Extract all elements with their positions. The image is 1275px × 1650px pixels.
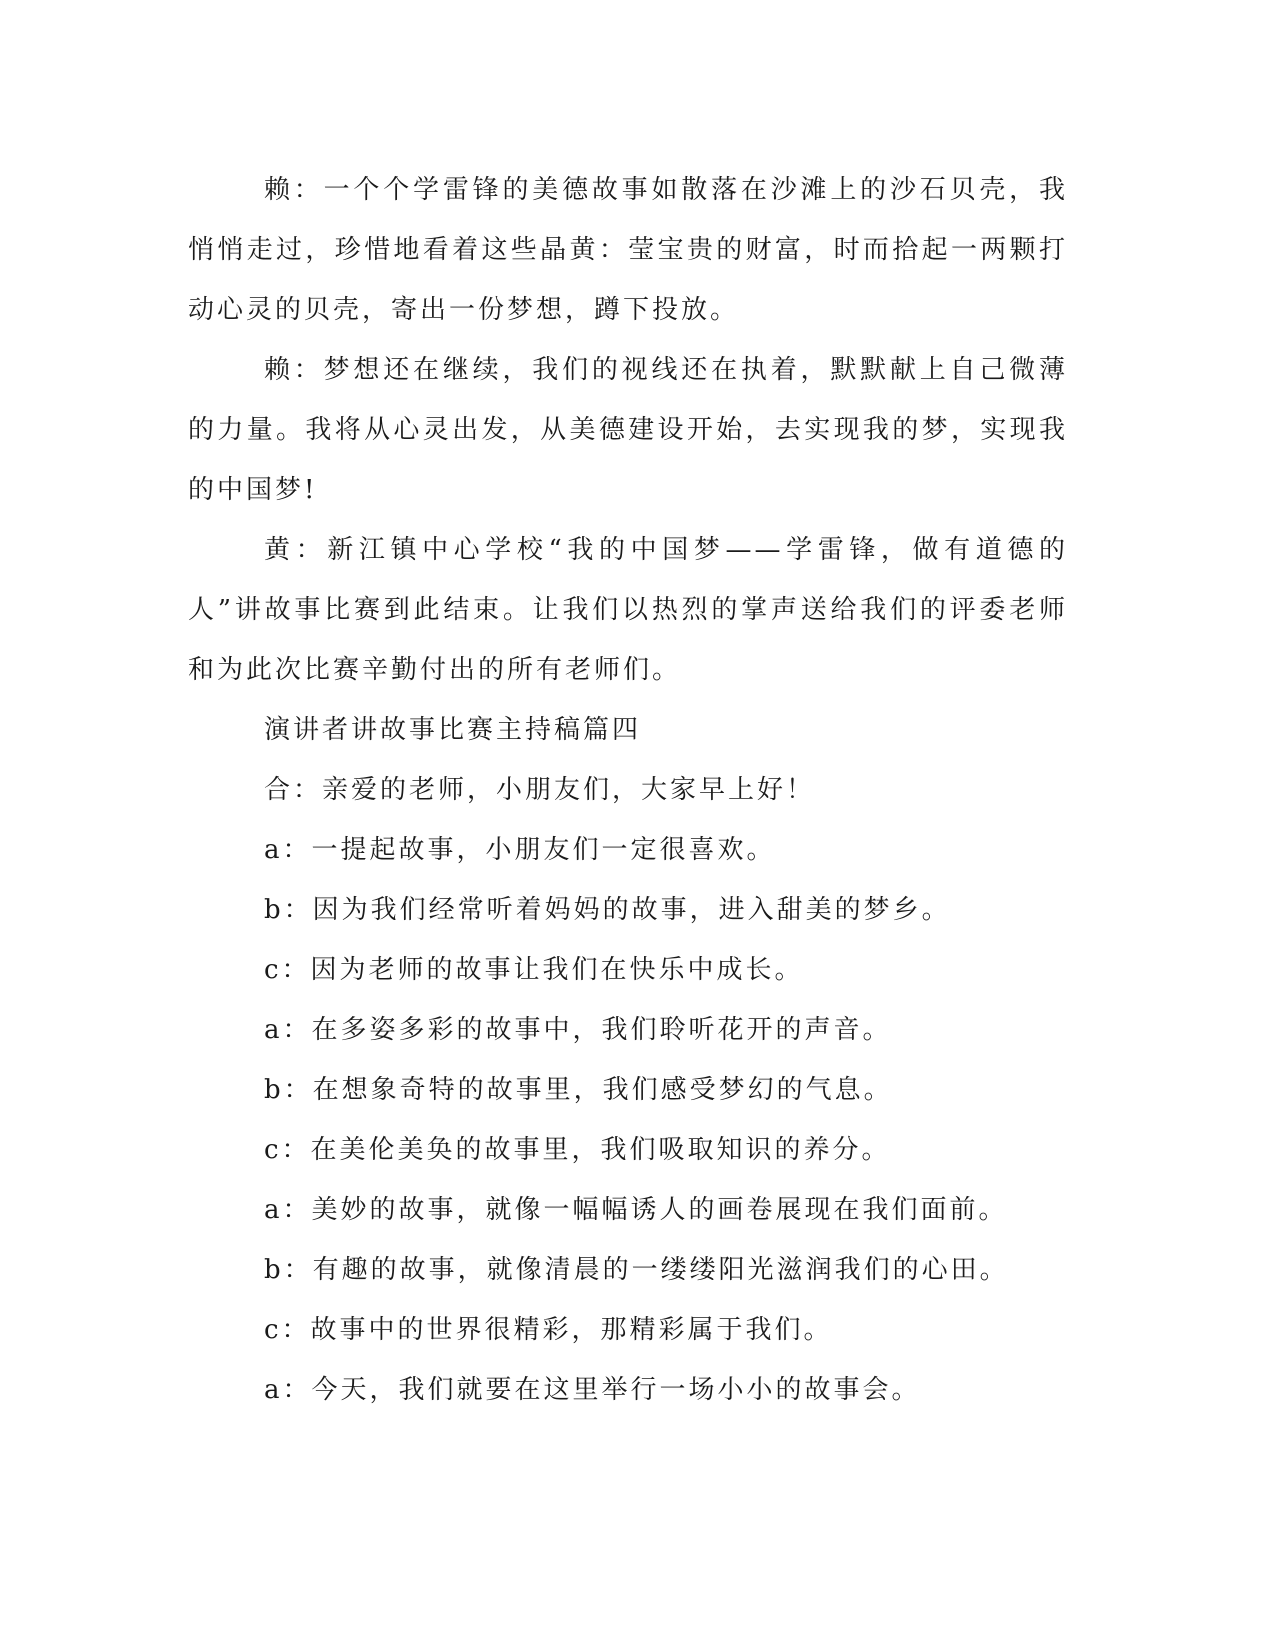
dialogue-line: c：因为老师的故事让我们在快乐中成长。 bbox=[264, 955, 804, 985]
dialogue-line: a：美妙的故事，就像一幅幅诱人的画卷展现在我们面前。 bbox=[264, 1195, 1008, 1225]
section-heading: 演讲者讲故事比赛主持稿篇四 bbox=[264, 715, 642, 745]
dialogue-line: a：今天，我们就要在这里举行一场小小的故事会。 bbox=[264, 1375, 921, 1405]
dialogue-line: a：在多姿多彩的故事中，我们聆听花开的声音。 bbox=[264, 1015, 892, 1045]
dialogue-line: b：因为我们经常听着妈妈的故事，进入甜美的梦乡。 bbox=[264, 895, 951, 925]
dialogue-line: 合：亲爱的老师，小朋友们，大家早上好！ bbox=[264, 775, 816, 805]
paragraph-huang-closing: 黄：新江镇中心学校“我的中国梦——学雷锋，做有道德的人”讲故事比赛到此结束。让我们以热烈的掌声送给我们的评委老师和为此次比赛辛勤付出的所有老师们。 bbox=[188, 535, 1068, 685]
document-body bbox=[188, 160, 1068, 1420]
dialogue-line: c：在美伦美奂的故事里，我们吸取知识的养分。 bbox=[264, 1135, 891, 1165]
dialogue-line: b：有趣的故事，就像清晨的一缕缕阳光滋润我们的心田。 bbox=[264, 1255, 1009, 1285]
dialogue-line: c：故事中的世界很精彩，那精彩属于我们。 bbox=[264, 1315, 833, 1345]
paragraph-lai-2: 赖：梦想还在继续，我们的视线还在执着，默默献上自己微薄的力量。我将从心灵出发，从美德建设开始，去实现我的梦，实现我的中国梦! bbox=[188, 355, 1068, 505]
dialogue-line: b：在想象奇特的故事里，我们感受梦幻的气息。 bbox=[264, 1075, 893, 1105]
paragraph-lai-1: 赖：一个个学雷锋的美德故事如散落在沙滩上的沙石贝壳，我悄悄走过，珍惜地看着这些晶黄：莹宝贵的财富，时而拾起一两颗打动心灵的贝壳，寄出一份梦想，蹲下投放。 bbox=[188, 175, 1068, 325]
dialogue-line: a：一提起故事，小朋友们一定很喜欢。 bbox=[264, 835, 776, 865]
